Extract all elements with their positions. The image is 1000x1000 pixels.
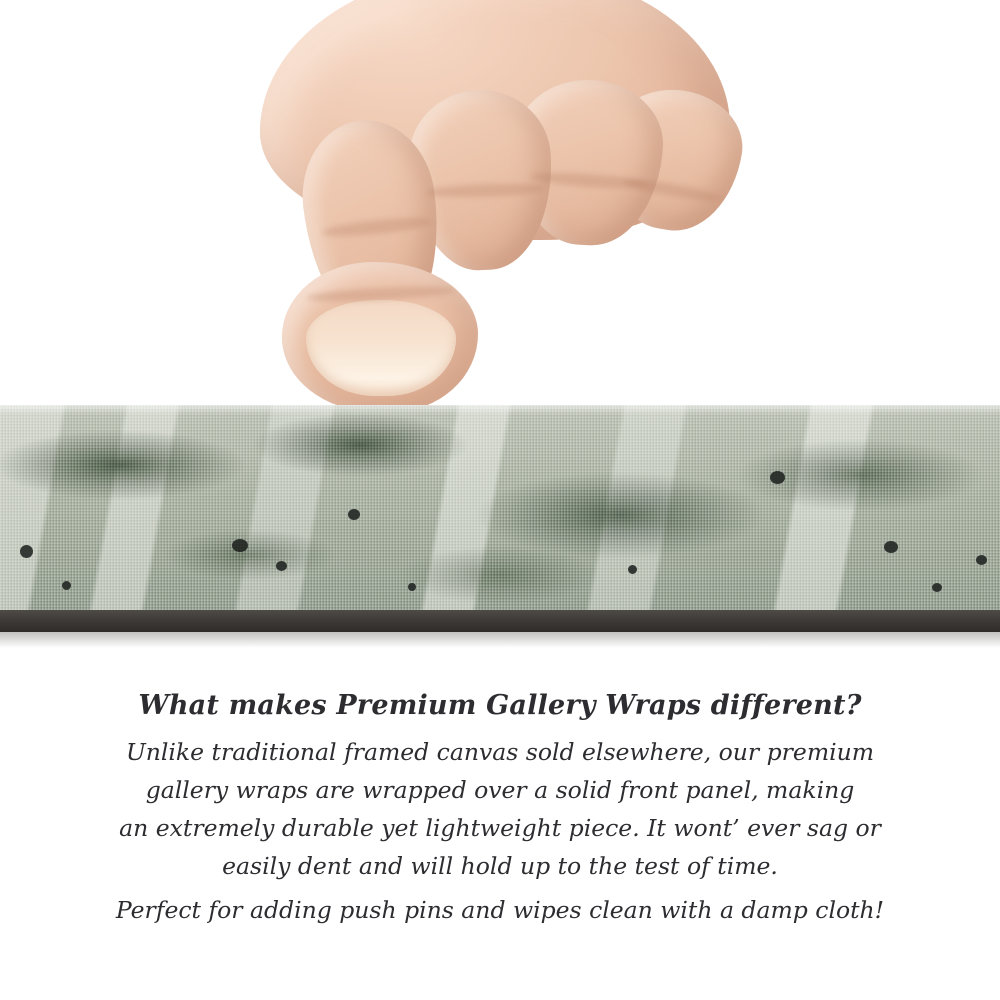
caption-line: Unlike traditional framed canvas sold elsewhere, our premium (125, 738, 875, 766)
canvas-drop-shadow (0, 632, 1000, 648)
canvas-speck (932, 583, 942, 592)
human-hand (110, 0, 730, 430)
caption-line: easily dent and will hold up to the test of time. (222, 852, 778, 880)
canvas-weave-texture (0, 405, 1000, 610)
canvas-speck (976, 555, 987, 565)
caption-line: gallery wraps are wrapped over a solid front panel, making (145, 776, 855, 804)
canvas-speck (276, 561, 287, 571)
canvas-wrap-edge (0, 405, 1000, 650)
canvas-top-highlight (0, 405, 1000, 415)
canvas-speck (20, 545, 33, 558)
caption-line: Perfect for adding push pins and wipes clean with a damp cloth! (115, 896, 885, 924)
canvas-speck (884, 541, 898, 553)
canvas-speck (62, 581, 71, 590)
canvas-speck (408, 583, 416, 591)
canvas-print-surface (0, 405, 1000, 610)
canvas-speck (348, 509, 360, 520)
caption-title: What makes Premium Gallery Wraps different? (138, 690, 862, 721)
canvas-speck (232, 539, 248, 552)
canvas-speck (628, 565, 637, 574)
canvas-side-edge (0, 610, 1000, 632)
caption-block (0, 690, 1000, 929)
caption-line: an extremely durable yet lightweight piece. It wont’ ever sag or (119, 814, 881, 842)
canvas-speck (770, 471, 785, 484)
